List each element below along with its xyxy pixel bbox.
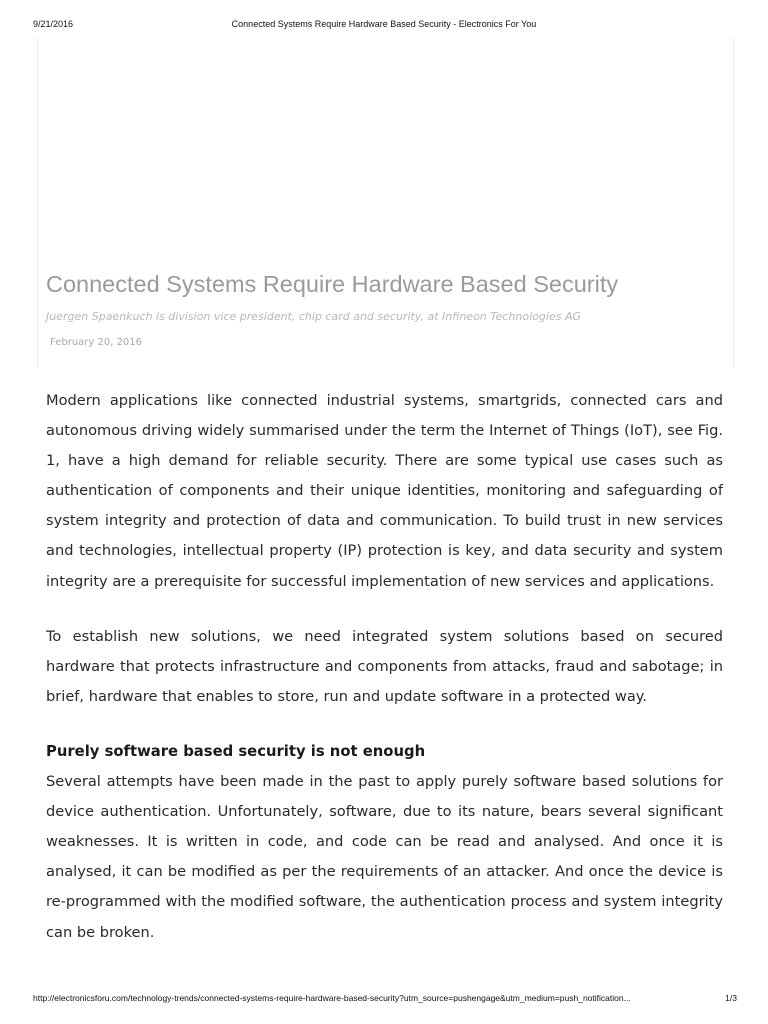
print-header — [0, 19, 768, 33]
section-paragraph: Several attempts have been made in the past to apply purely software based solutions for device authentication. Unfortunately, software, due to its nature, bears several significant weaknesses. It is written in code, and code can be read and analysed. And once it is analysed, it can be modified as per the requirements of an attacker. And once the device is re-programmed with the modified software, the authentication process and system integrity can be broken. — [46, 773, 723, 941]
print-page-title: Connected Systems Require Hardware Based Security - Electronics For You — [231, 19, 537, 29]
article-title: Connected Systems Require Hardware Based Security — [46, 271, 619, 297]
body-paragraph: Modern applications like connected industrial systems, smartgrids, connected cars and autonomous driving widely summarised under the term the Internet of Things (IoT), see Fig. 1, have a high demand for reliable security. There are some typical use cases such as authentication of components and their unique identities, monitoring and safeguarding of system integrity and protection of data and communication. To build trust in new services and technologies, intellectual property (IP) protection is key, and data security and system integrity are a prerequisite for successful implementation of new services and applications. — [46, 392, 723, 590]
section-heading: Purely software based security is not enough — [46, 742, 426, 760]
article-date: February 20, 2016 — [50, 337, 143, 348]
print-date: 9/21/2016 — [33, 19, 74, 29]
article-byline: Juergen Spaenkuch is division vice president, chip card and security, at Infineon Technologies AG — [46, 310, 581, 323]
print-footer — [0, 993, 768, 1007]
article-body — [46, 386, 723, 973]
print-url: http://electronicsforu.com/technology-trends/connected-systems-require-hardware-based-security?utm_source=pushengage&utm_medium=push_notification... — [33, 993, 631, 1003]
page-number: 1/3 — [725, 993, 737, 1003]
body-paragraph: To establish new solutions, we need integrated system solutions based on secured hardware that protects infrastructure and components from attacks, fraud and sabotage; in brief, hardware that enables to store, run and update software in a protected way. — [46, 627, 723, 705]
